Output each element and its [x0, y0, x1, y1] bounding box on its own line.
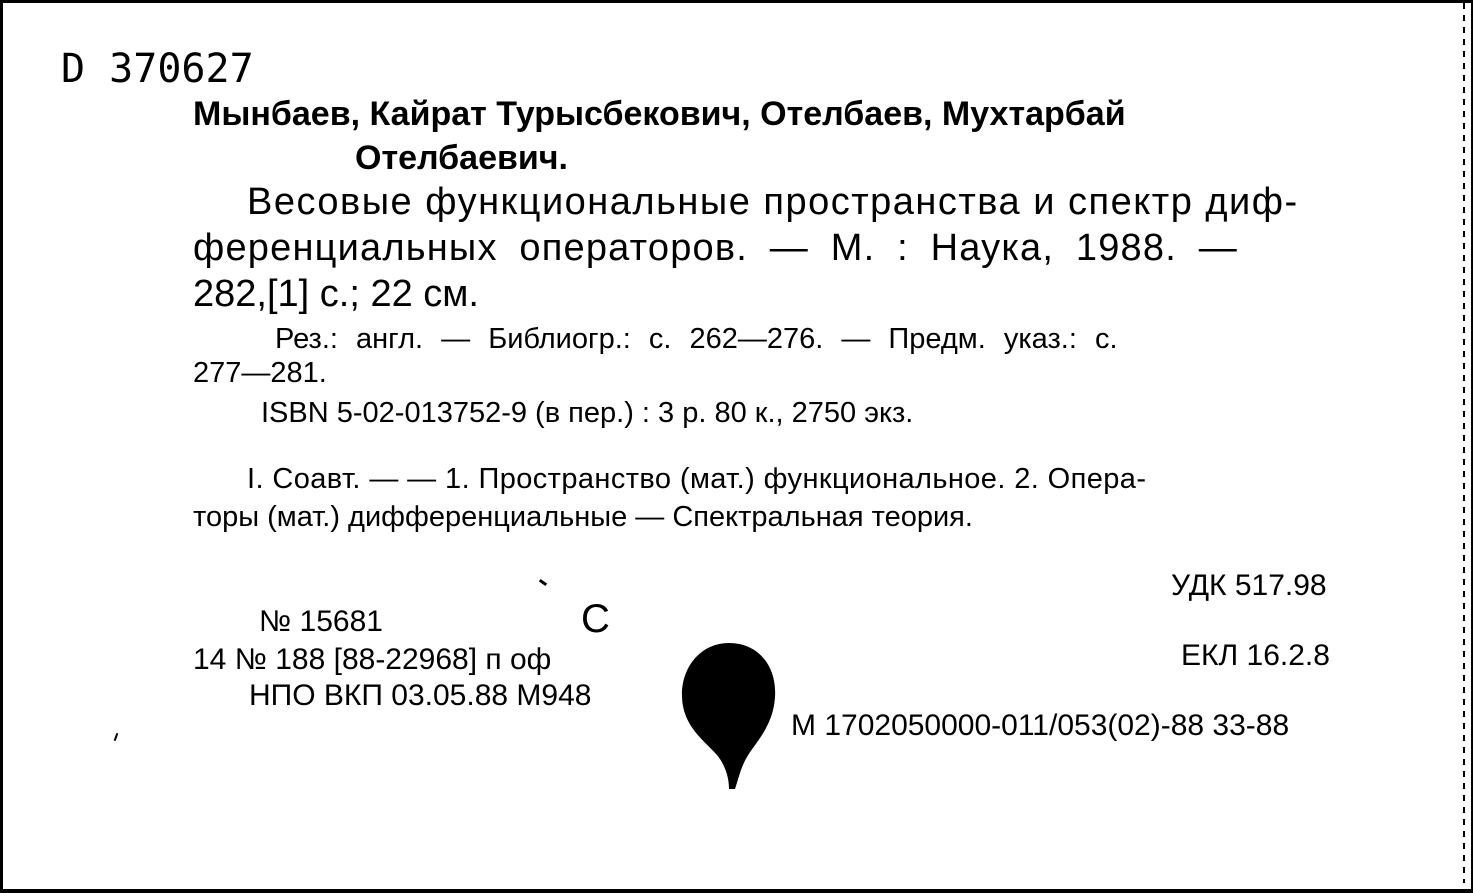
- ekl-code: ЕКЛ 16.2.8: [1181, 639, 1330, 672]
- notes-line-2: 277—281.: [193, 357, 327, 389]
- classification-code: М 1702050000-011/053(02)-88 33-88: [791, 709, 1290, 742]
- title-line-1: Весовые функциональные пространства и спектр диф-: [247, 181, 1299, 223]
- authors-line-1-text: Мынбаев, Кайрат Турысбекович, Отелбаев, Мухтарбай: [193, 95, 1126, 133]
- tracings-line-2: торы (мат.) дифференциальные — Спектральная теория.: [193, 501, 973, 533]
- accession-number: D 370627: [61, 46, 254, 92]
- isbn-line: ISBN 5-02-013752-9 (в пер.) : 3 р. 80 к., 2750 экз.: [261, 397, 914, 429]
- tracings-line-1: I. Соавт. — — 1. Пространство (мат.) функциональное. 2. Опера-: [247, 463, 1147, 495]
- card-right-edge: [1463, 3, 1465, 883]
- authors-line-2: Отелбаевич.: [355, 139, 568, 177]
- card-number: № 15681: [259, 605, 383, 638]
- authors-line-1: [193, 97, 1361, 131]
- order-line: 14 № 188 [88-22968] п оф: [193, 643, 552, 676]
- notes-line-1: Рез.: англ. — Библиогр.: с. 262—276. — Предм. указ.: с.: [275, 323, 1118, 355]
- letter-mark: С: [581, 597, 610, 641]
- ink-blot: [679, 639, 779, 789]
- tick-mark: [539, 579, 547, 586]
- title-line-2: ференциальных операторов. — М. : Наука, 1988. —: [193, 227, 1238, 269]
- udk-code: УДК 517.98: [1171, 569, 1327, 602]
- publisher-line: НПО ВКП 03.05.88 М948: [249, 679, 592, 712]
- stray-mark: [114, 733, 119, 741]
- title-line-3: 282,[1] с.; 22 см.: [193, 273, 479, 315]
